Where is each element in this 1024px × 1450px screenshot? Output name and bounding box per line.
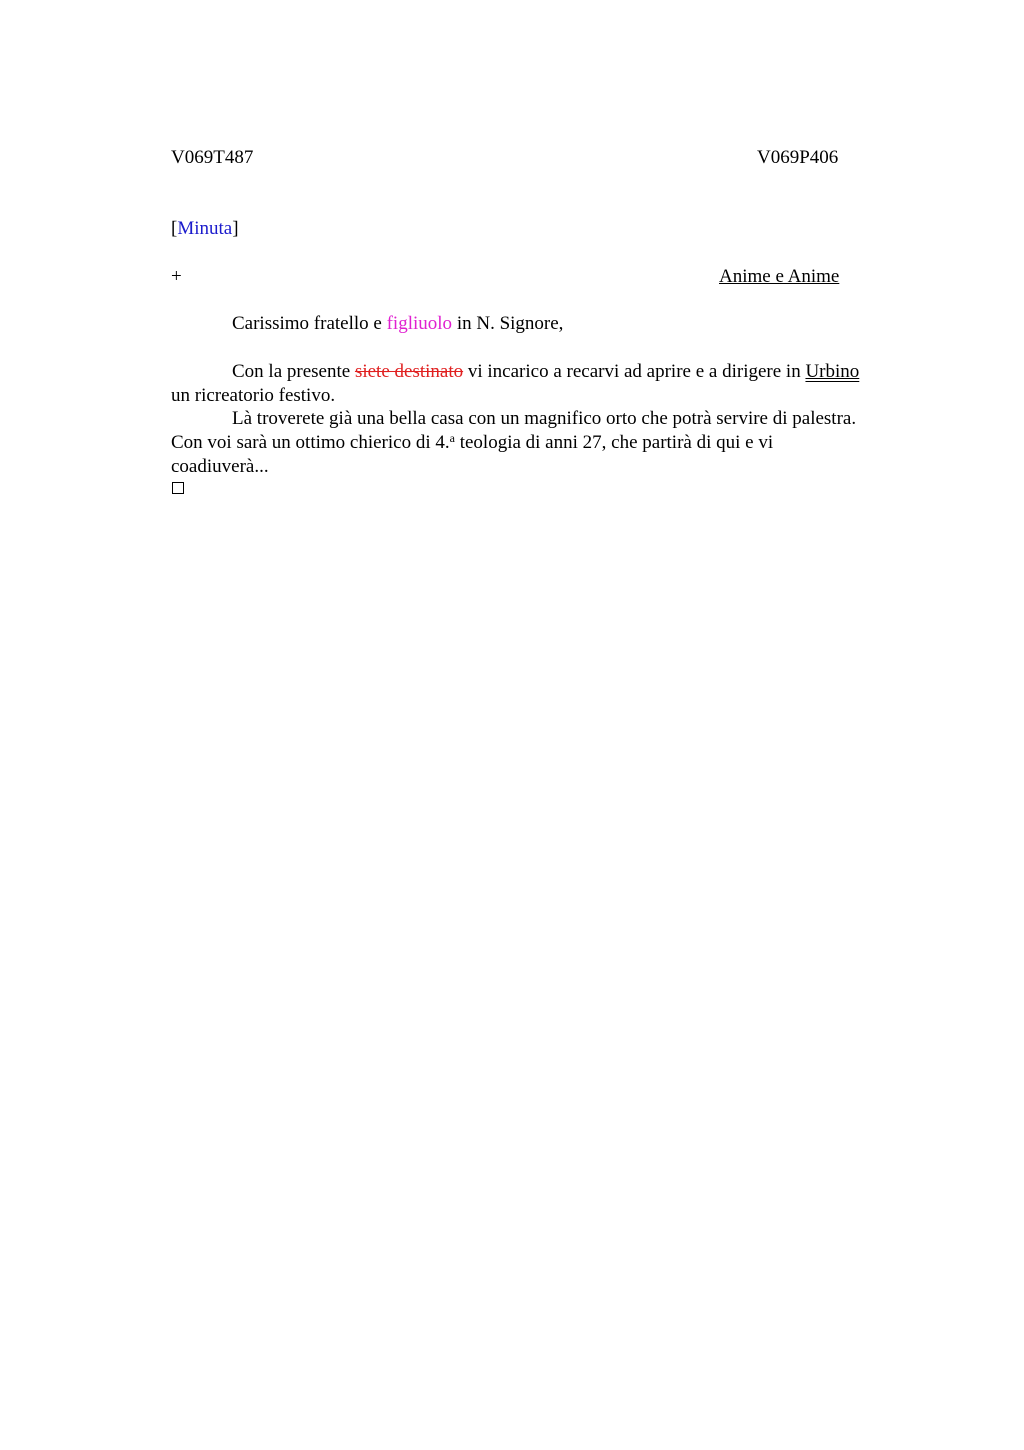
paragraph-2-line-2-after: teologia di anni 27, che partirà di qui e vi bbox=[454, 432, 774, 453]
ordinal-superscript: a bbox=[449, 431, 455, 445]
cross-mark: + bbox=[171, 266, 182, 287]
paragraph-2-line-2 bbox=[171, 431, 773, 455]
deleted-text: siete destinato bbox=[354, 361, 464, 382]
document-code-left: V069T487 bbox=[171, 147, 254, 168]
paragraph-1-line-1 bbox=[232, 360, 859, 384]
paragraph-2-line-3: coadiuverà... bbox=[171, 456, 269, 477]
paragraph-1-lead: Con la presente bbox=[232, 361, 355, 382]
motto-heading: Anime e Anime bbox=[719, 266, 840, 287]
place-name: Urbino bbox=[805, 361, 860, 382]
salutation-after: in N. Signore, bbox=[452, 313, 564, 334]
note-open-bracket: [ bbox=[171, 218, 178, 239]
paragraph-1-line-2: un ricreatorio festivo. bbox=[171, 385, 336, 406]
note-label: Minuta bbox=[177, 218, 233, 239]
paragraph-1-middle: vi incarico a recarvi ad aprire e a dirigere in bbox=[463, 361, 806, 382]
paragraph-2-line-2-before: Con voi sarà un ottimo chierico di 4. bbox=[171, 432, 450, 453]
end-box-icon bbox=[172, 482, 184, 494]
paragraph-2-line-1: Là troverete già una bella casa con un magnifico orto che potrà servire di palestra. bbox=[232, 408, 857, 429]
salutation-before: Carissimo fratello e bbox=[232, 313, 387, 334]
salutation-highlight: figliuolo bbox=[386, 313, 453, 334]
document-code-right: V069P406 bbox=[757, 147, 839, 168]
salutation bbox=[232, 312, 563, 336]
note-close-bracket: ] bbox=[232, 218, 239, 239]
draft-note bbox=[171, 217, 239, 241]
